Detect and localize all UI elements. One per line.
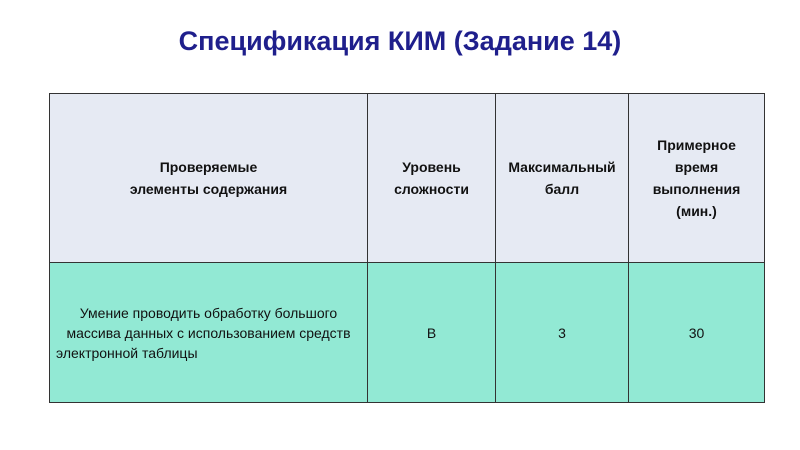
cell-approx-time: 30 [629,263,765,403]
cell-content-element: Умение проводить обработку большого массива данных с использованием средств электронной таблицы [50,263,368,403]
header-label: Максимальный балл [508,159,616,197]
specification-table [49,93,765,403]
header-label: Примерное время выполнения (мин.) [652,137,741,219]
header-approx-time [629,94,765,263]
header-label: Проверяемые элементы содержания [129,159,288,197]
table-row [50,263,765,403]
table-header-row [50,94,765,263]
header-content-elements [50,94,368,263]
header-max-score [496,94,629,263]
cell-max-score: 3 [496,263,629,403]
header-difficulty-level [368,94,496,263]
header-label: Уровень сложности [394,159,469,197]
page-title: Спецификация КИМ (Задание 14) [178,26,622,56]
cell-difficulty-level: В [368,263,496,403]
